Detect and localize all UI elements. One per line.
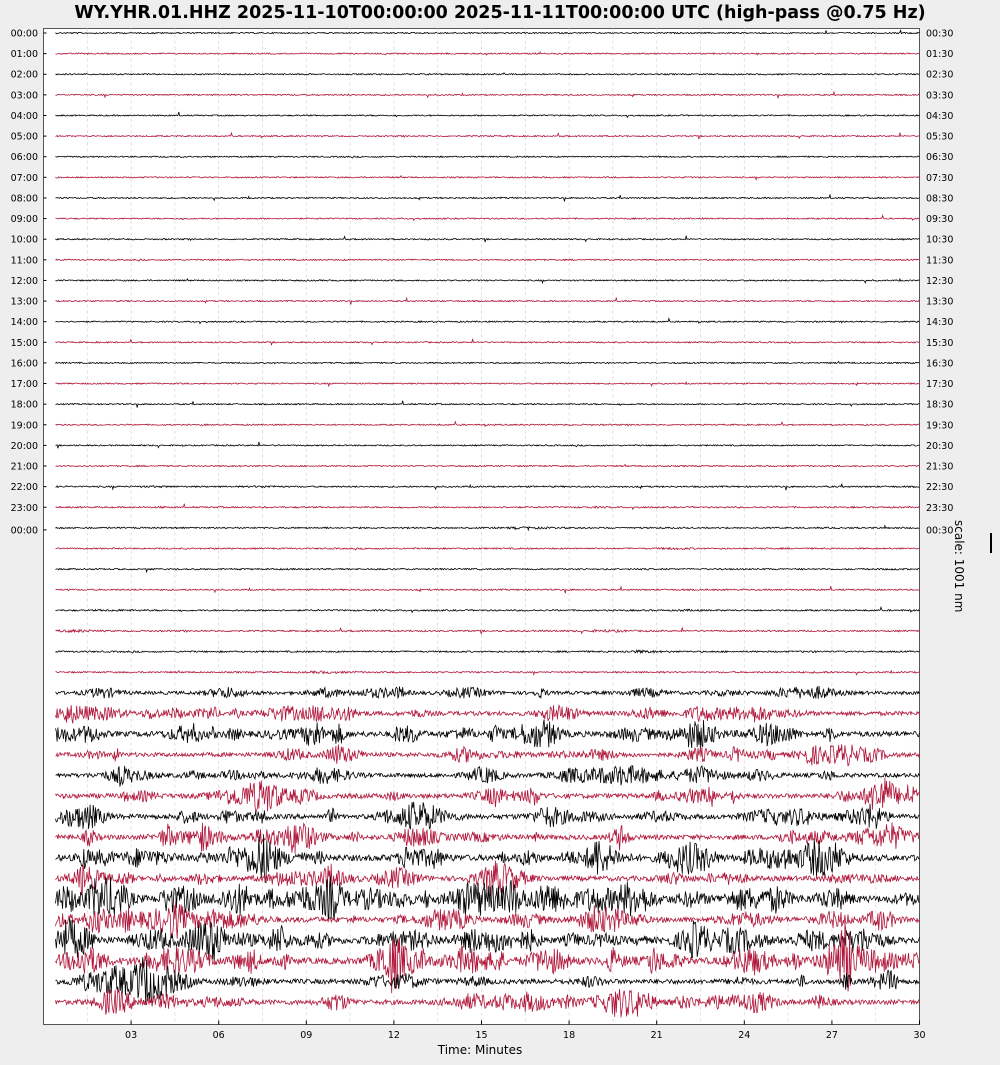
x-tick-label: 06 bbox=[212, 1030, 225, 1041]
right-time-label: 22:30 bbox=[926, 482, 954, 494]
left-time-label: 12:00 bbox=[10, 275, 38, 287]
x-axis-label: Time: Minutes bbox=[437, 1043, 523, 1057]
x-tick-label: 27 bbox=[825, 1030, 838, 1041]
right-time-label: 19:30 bbox=[926, 420, 954, 432]
left-time-label: 00:00 bbox=[10, 28, 38, 40]
chart-title: WY.YHR.01.HHZ 2025-11-10T00:00:00 2025-11-11T00:00:00 UTC (high-pass @0.75 Hz) bbox=[74, 3, 926, 23]
right-time-label: 16:30 bbox=[926, 358, 954, 370]
x-tick-label: 03 bbox=[125, 1030, 138, 1041]
right-time-label: 00:30 bbox=[926, 525, 954, 537]
right-time-label: 10:30 bbox=[926, 234, 954, 246]
right-time-label: 23:30 bbox=[926, 502, 954, 514]
right-time-label: 03:30 bbox=[926, 90, 954, 102]
x-tick-label: 24 bbox=[738, 1030, 751, 1041]
right-time-label: 06:30 bbox=[926, 152, 954, 164]
left-time-label: 19:00 bbox=[10, 420, 38, 432]
right-time-axis bbox=[926, 29, 953, 537]
left-time-label: 14:00 bbox=[10, 317, 38, 329]
left-time-label: 18:00 bbox=[10, 399, 38, 411]
right-time-label: 07:30 bbox=[926, 172, 954, 184]
right-time-label: 12:30 bbox=[926, 275, 954, 287]
left-time-label: 03:00 bbox=[10, 90, 38, 102]
right-time-label: 00:30 bbox=[926, 28, 954, 40]
left-time-label: 23:00 bbox=[10, 502, 38, 514]
right-time-label: 17:30 bbox=[926, 379, 954, 391]
left-time-label: 01:00 bbox=[10, 49, 38, 61]
right-time-label: 21:30 bbox=[926, 461, 954, 473]
x-tick-label: 18 bbox=[563, 1030, 576, 1041]
left-time-label: 10:00 bbox=[10, 234, 38, 246]
left-time-label: 08:00 bbox=[10, 193, 38, 205]
left-time-label: 17:00 bbox=[10, 379, 38, 391]
left-time-label: 16:00 bbox=[10, 358, 38, 370]
right-time-label: 11:30 bbox=[926, 255, 954, 267]
x-tick-label: 21 bbox=[650, 1030, 663, 1041]
right-time-label: 09:30 bbox=[926, 214, 954, 226]
right-time-label: 05:30 bbox=[926, 131, 954, 143]
left-time-label: 06:00 bbox=[10, 152, 38, 164]
x-tick-label: 30 bbox=[913, 1030, 926, 1041]
scale-label: scale: 1001 nm bbox=[952, 520, 966, 613]
right-time-label: 13:30 bbox=[926, 296, 954, 308]
right-time-label: 02:30 bbox=[926, 69, 954, 81]
right-time-label: 08:30 bbox=[926, 193, 954, 205]
left-time-label: 13:00 bbox=[10, 296, 38, 308]
right-time-label: 01:30 bbox=[926, 49, 954, 61]
left-time-label: 11:00 bbox=[10, 255, 38, 267]
right-time-label: 18:30 bbox=[926, 399, 954, 411]
left-time-label: 00:00 bbox=[10, 525, 38, 537]
left-time-label: 07:00 bbox=[10, 172, 38, 184]
x-tick-label: 12 bbox=[387, 1030, 400, 1041]
left-time-label: 15:00 bbox=[10, 337, 38, 349]
right-time-label: 04:30 bbox=[926, 110, 954, 122]
right-time-label: 14:30 bbox=[926, 317, 954, 329]
left-time-axis bbox=[11, 29, 47, 537]
left-time-label: 09:00 bbox=[10, 214, 38, 226]
left-time-label: 05:00 bbox=[10, 131, 38, 143]
left-time-label: 20:00 bbox=[10, 440, 38, 452]
left-time-label: 04:00 bbox=[10, 110, 38, 122]
x-tick-label: 09 bbox=[300, 1030, 313, 1041]
left-time-label: 02:00 bbox=[10, 69, 38, 81]
right-time-label: 15:30 bbox=[926, 337, 954, 349]
right-time-label: 20:30 bbox=[926, 440, 954, 452]
left-time-label: 21:00 bbox=[10, 461, 38, 473]
left-time-label: 22:00 bbox=[10, 482, 38, 494]
x-tick-label: 15 bbox=[475, 1030, 488, 1041]
